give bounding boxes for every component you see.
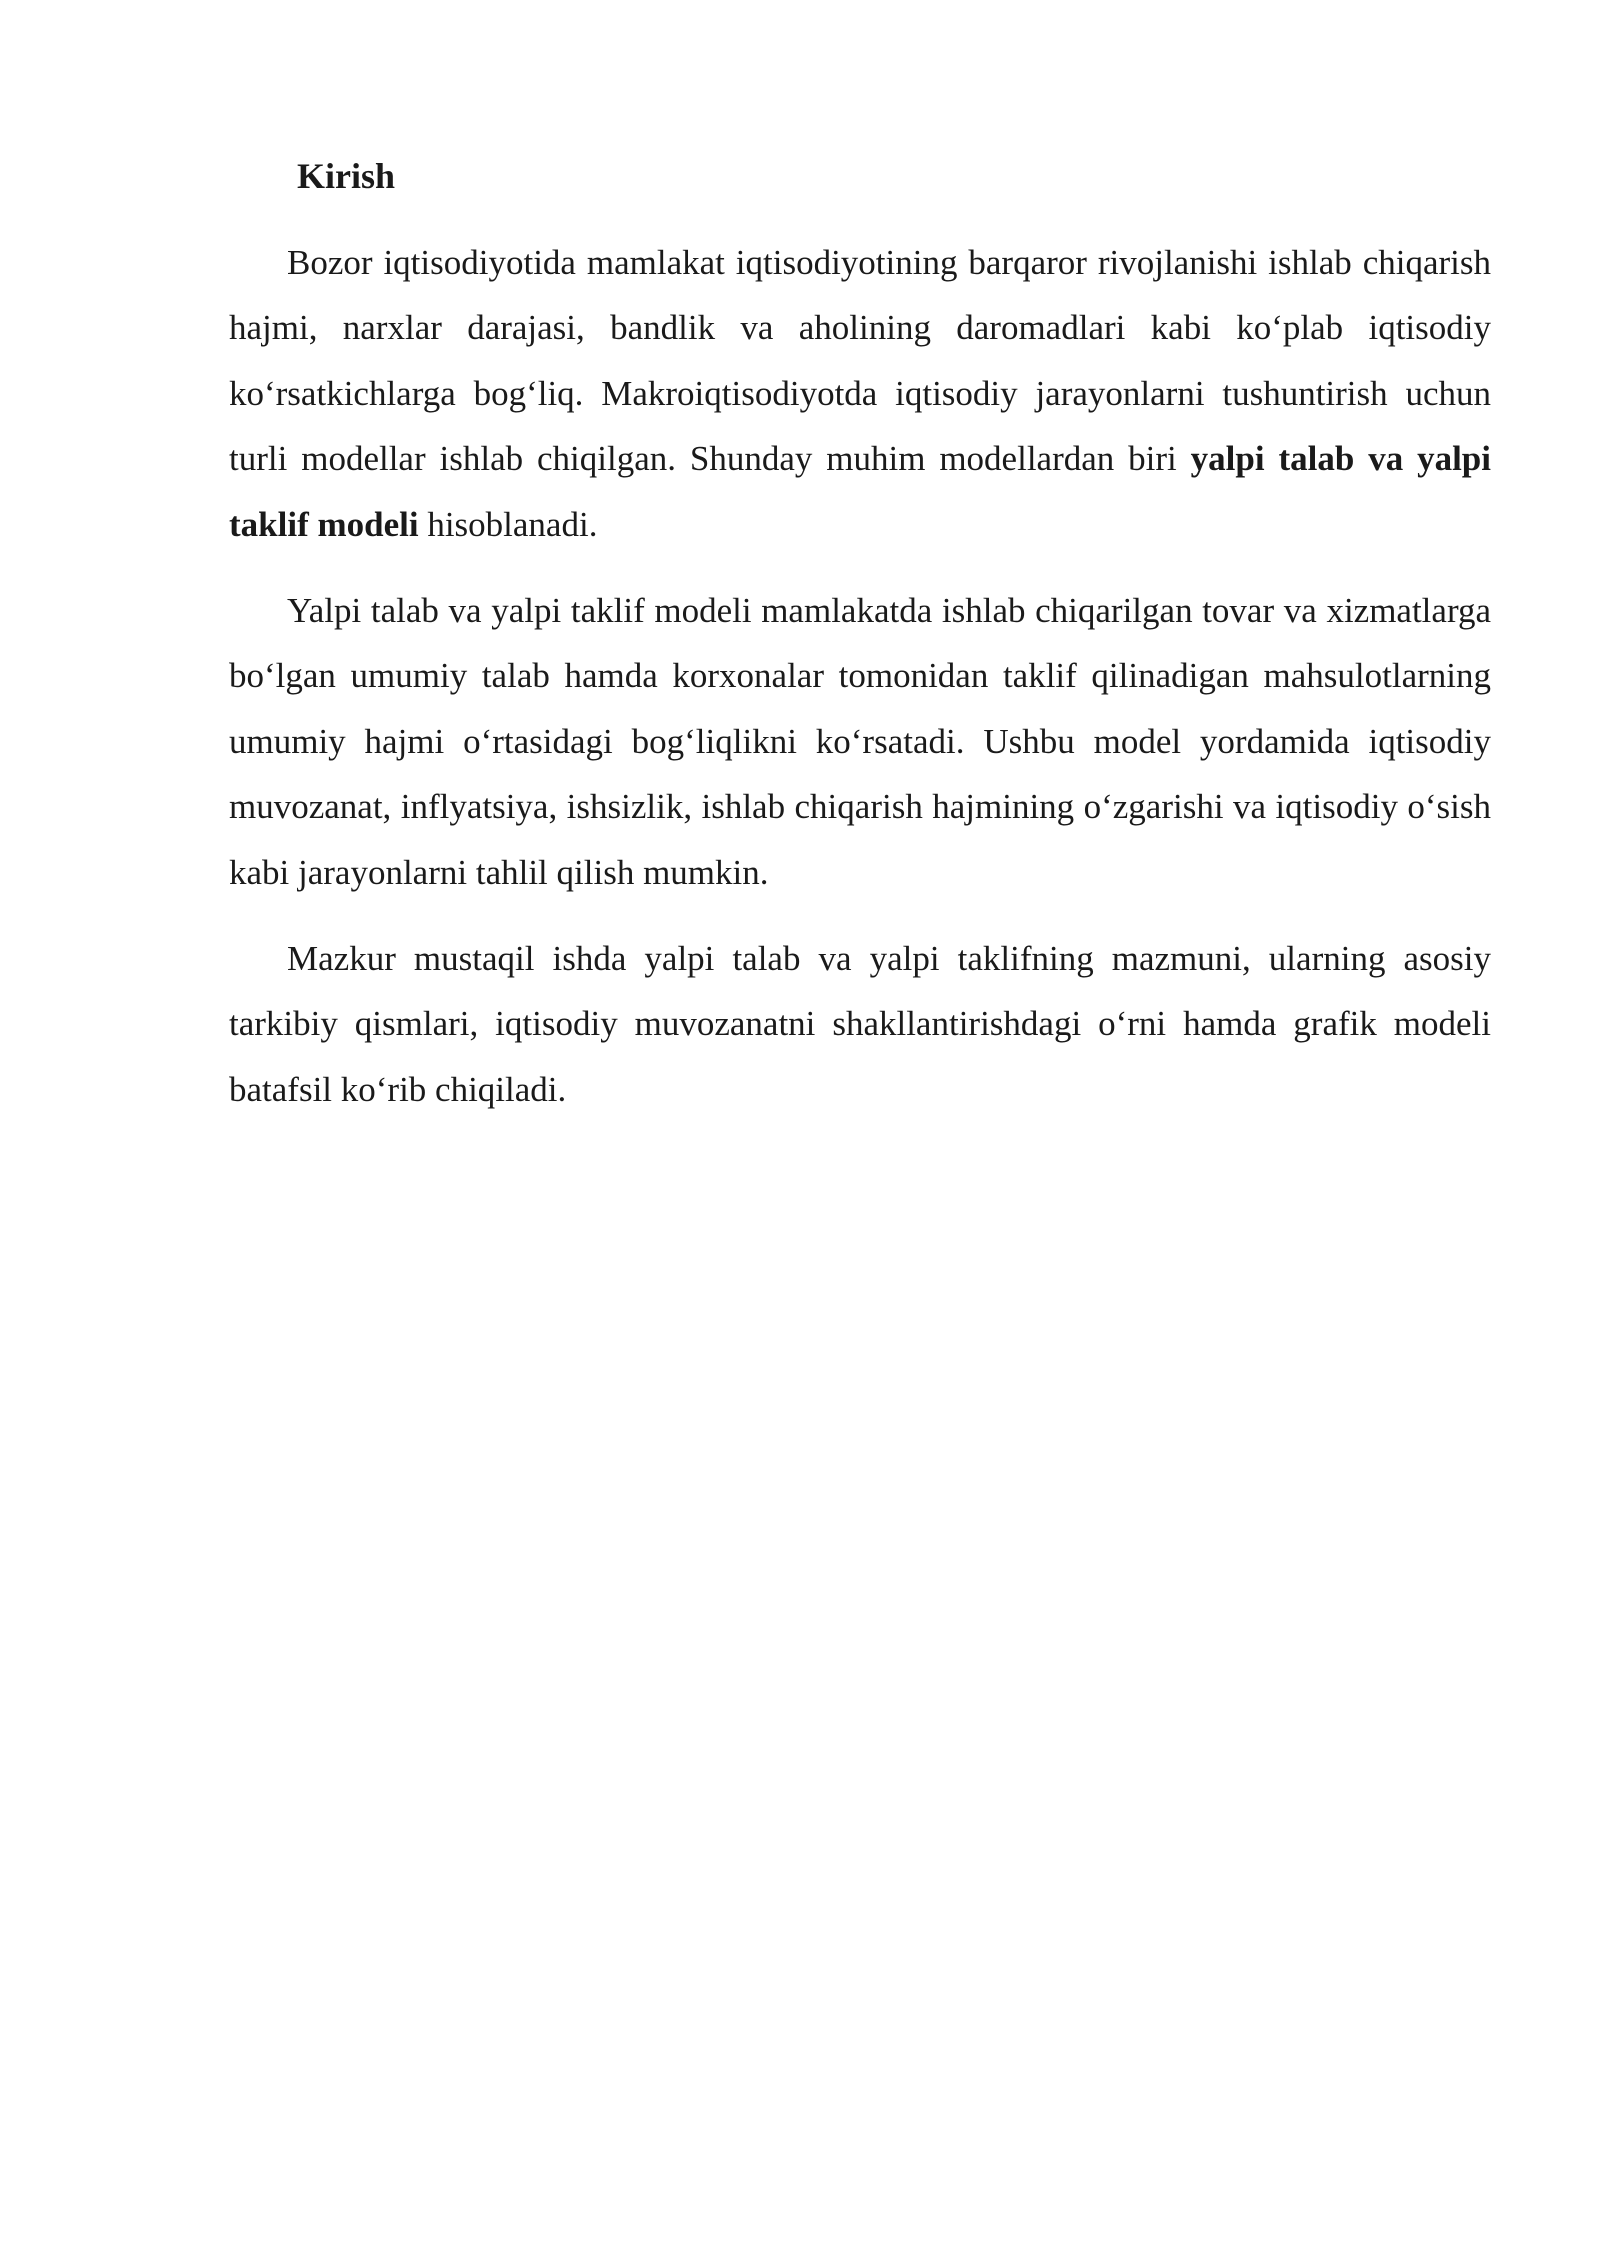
paragraph-1 <box>229 230 1491 557</box>
section-heading: Kirish <box>297 156 396 196</box>
paragraph-1-bold-term: yalpi talab va yalpi taklif modeli <box>229 439 1491 544</box>
paragraph-1-text-end: hisoblanadi. <box>418 504 598 544</box>
paragraph-3: Mazkur mustaqil ishda yalpi talab va yalpi taklifning mazmuni, ularning asosiy tarkibiy qismlari, iqtisodiy muvozanatni shakllantirishdagi o‘rni hamda grafik modeli batafsil ko‘rib chiqiladi. <box>229 939 1491 1109</box>
paragraph-1-text-start: Bozor iqtisodiyotida mamlakat iqtisodiyotining barqaror rivojlanishi ishlab chiqarish hajmi, narxlar darajasi, bandlik va aholining daromadlari kabi ko‘plab iqtisodiy ko‘rsatkichlarga bog‘liq. Makroiqtisodiyotda iqtisodiy jarayonlarni tushuntirish uchun turli modellar ishlab chiqilgan. Shunday muhim modellardan biri <box>229 243 1491 479</box>
paragraph-2: Yalpi talab va yalpi taklif modeli mamlakatda ishlab chiqarilgan tovar va xizmatlarga bo‘lgan umumiy talab hamda korxonalar tomonidan taklif qilinadigan mahsulotlarning umumiy hajmi o‘rtasidagi bog‘liqlikni ko‘rsatadi. Ushbu model yordamida iqtisodiy muvozanat, inflyatsiya, ishsizlik, ishlab chiqarish hajmining o‘zgarishi va iqtisodiy o‘sish kabi jarayonlarni tahlil qilish mumkin. <box>229 591 1491 892</box>
